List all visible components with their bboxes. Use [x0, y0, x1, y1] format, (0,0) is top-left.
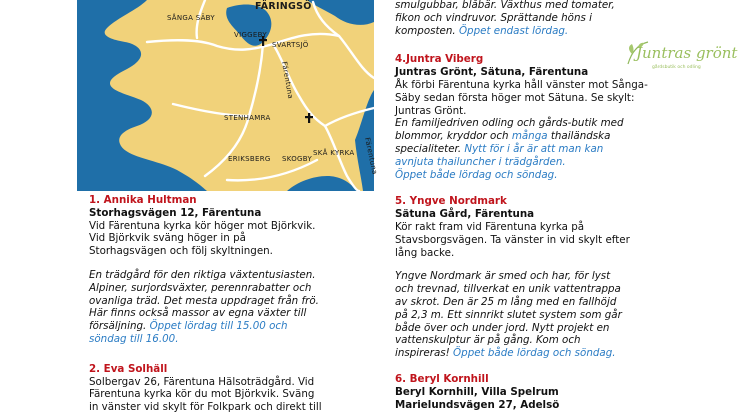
entry-3-opening-hours: Öppet endast lördag. — [458, 24, 569, 37]
entry-5-address: Sätuna Gård, Färentuna — [395, 208, 535, 221]
map-label-faringso: FÄRINGSÖ — [255, 1, 312, 12]
entry-5-desc-end: inspireras! — [395, 347, 450, 360]
entry-1-description-line: Alpiner, surjordsväxter, perennrabatter och — [89, 281, 312, 294]
entry-2 — [89, 363, 379, 414]
entry-5-description-line: på 2,3 m. Ett sinnrikt slutet system som går — [395, 308, 622, 321]
entry-5-directions-line: Stavsborgsvägen. Ta vänster in vid skylt efter — [395, 233, 630, 246]
entry-1-opening-hours-end: söndag till 16.00. — [89, 332, 179, 345]
entry-1-desc-end: försäljning. — [89, 320, 147, 333]
entry-2-line: in vänster vid skylt för Folkpark och direkt till — [89, 401, 322, 414]
area-map — [77, 0, 379, 191]
entry-5-description-line: både över och under jord. Nytt projekt en — [395, 321, 610, 334]
entry-4-desc-end: specialiteter. — [395, 142, 465, 155]
entry-4-desc-part: thailändska — [547, 130, 611, 143]
left-column — [89, 194, 379, 414]
entry-4-directions-line: Åk förbi Färentuna kyrka håll vänster mot Sånga- — [395, 78, 648, 91]
entry-6-heading: 6. Beryl Kornhill — [395, 372, 489, 385]
entry-2-line: Solbergav 26, Färentuna Hälsoträdgård. Vid — [89, 375, 315, 388]
entry-4-description-line — [395, 130, 675, 143]
entry-4-directions-line: Säby sedan första höger mot Sätuna. Se skylt: — [395, 91, 635, 104]
map-label-stenhamra: STENHAMRA — [224, 114, 271, 122]
entry-1-description-last — [89, 320, 379, 333]
map-label-skogby: SKOGBY — [282, 155, 313, 163]
entry-4-desc-part: blommor, kryddor och — [395, 130, 512, 143]
entry-4-description-line — [395, 143, 675, 156]
entry-5-directions-line: lång backe. — [395, 246, 455, 259]
entry-4-news-end: avnjuta thailuncher i trädgården. — [395, 155, 566, 168]
map-label-farentuna-edge: Färentuna — [363, 136, 379, 176]
juntras-gront-logo — [622, 36, 738, 76]
logo-tagline: gårdsbutik och odling — [652, 65, 701, 70]
entry-3-description-line: smulgubbar, blåbär. Växthus med tomater, — [395, 0, 615, 11]
entry-4-directions-line: Juntras Grönt. — [395, 104, 467, 117]
map-label-viggeby: VIGGEBY — [234, 31, 267, 39]
entry-4-news: Nytt för i år är att man kan — [464, 142, 604, 155]
entry-5-opening-hours: Öppet både lördag och söndag. — [453, 347, 616, 360]
entry-1 — [89, 194, 379, 346]
map-label-eriksberg: ERIKSBERG — [228, 155, 271, 163]
map-label-ska-kyrka: SKÅ KYRKA — [313, 149, 355, 157]
entry-4-heading: 4.Juntra Viberg — [395, 53, 484, 66]
entry-5 — [395, 195, 675, 360]
entry-5-description-line: Yngve Nordmark är smed och har, för lyst — [395, 270, 611, 283]
entry-6-address: Beryl Kornhill, Villa Spelrum — [395, 385, 559, 398]
map-label-svartsjo: SVARTSJÖ — [272, 41, 309, 49]
map-graphic — [77, 0, 379, 191]
entry-1-directions-line: Vid Björkvik sväng höger in på — [89, 232, 246, 245]
entry-1-directions-line: Vid Färentuna kyrka kör höger mot Björkvik. — [89, 219, 316, 232]
entry-5-description-last — [395, 347, 675, 360]
entry-2-heading: 2. Eva Solhäll — [89, 362, 168, 375]
entry-6 — [395, 373, 675, 411]
entry-3-description-line: fikon och vindruvor. Sprättande höns i — [395, 11, 592, 24]
entry-1-directions-line: Storhagsvägen och följ skyltningen. — [89, 245, 273, 258]
logo-wordmark: Juntras grönt — [636, 44, 738, 62]
entry-5-description-line: och trevnad, tillverkat en unik vattentrappa — [395, 283, 621, 296]
entry-1-address: Storhagsvägen 12, Färentuna — [89, 206, 262, 219]
entry-4-opening-hours: Öppet både lördag och söndag. — [395, 168, 558, 181]
entry-1-opening-hours: Öppet lördag till 15.00 och — [149, 320, 288, 333]
entry-3-desc-end: komposten. — [395, 24, 456, 37]
entry-1-heading: 1. Annika Hultman — [89, 194, 197, 206]
logo-graphic — [622, 36, 738, 76]
map-label-farentuna-road: Färentuna — [280, 60, 295, 100]
entry-1-description-line: Här finns också massor av egna växter till — [89, 307, 307, 320]
entry-1-description-line: En trädgård för den riktiga växtentusiasten. — [89, 268, 316, 281]
entry-5-heading: 5. Yngve Nordmark — [395, 195, 507, 208]
entry-3-tail — [395, 0, 675, 37]
entry-5-description-line: vattenskulptur är på gång. Kom och — [395, 334, 581, 347]
entry-5-description-line: av skrot. Den är 25 m lång med en fallhöjd — [395, 295, 617, 308]
entry-2-line: Färentuna kyrka kör du mot Björkvik. Sväng — [89, 388, 315, 401]
map-label-sanga-saby: SÅNGA SÄBY — [167, 14, 215, 22]
entry-6-address-2: Marielundsvägen 27, Adelsö — [395, 398, 560, 411]
entry-4-address: Juntras Grönt, Sätuna, Färentuna — [395, 66, 589, 79]
entry-4-desc-highlight: många — [511, 130, 548, 143]
entry-5-directions-line: Kör rakt fram vid Färentuna kyrka på — [395, 220, 585, 233]
entry-4-description-line: En familjedriven odling och gårds-butik med — [395, 117, 624, 130]
entry-1-description-line: ovanliga träd. Det mesta uppdraget från frö. — [89, 294, 319, 307]
